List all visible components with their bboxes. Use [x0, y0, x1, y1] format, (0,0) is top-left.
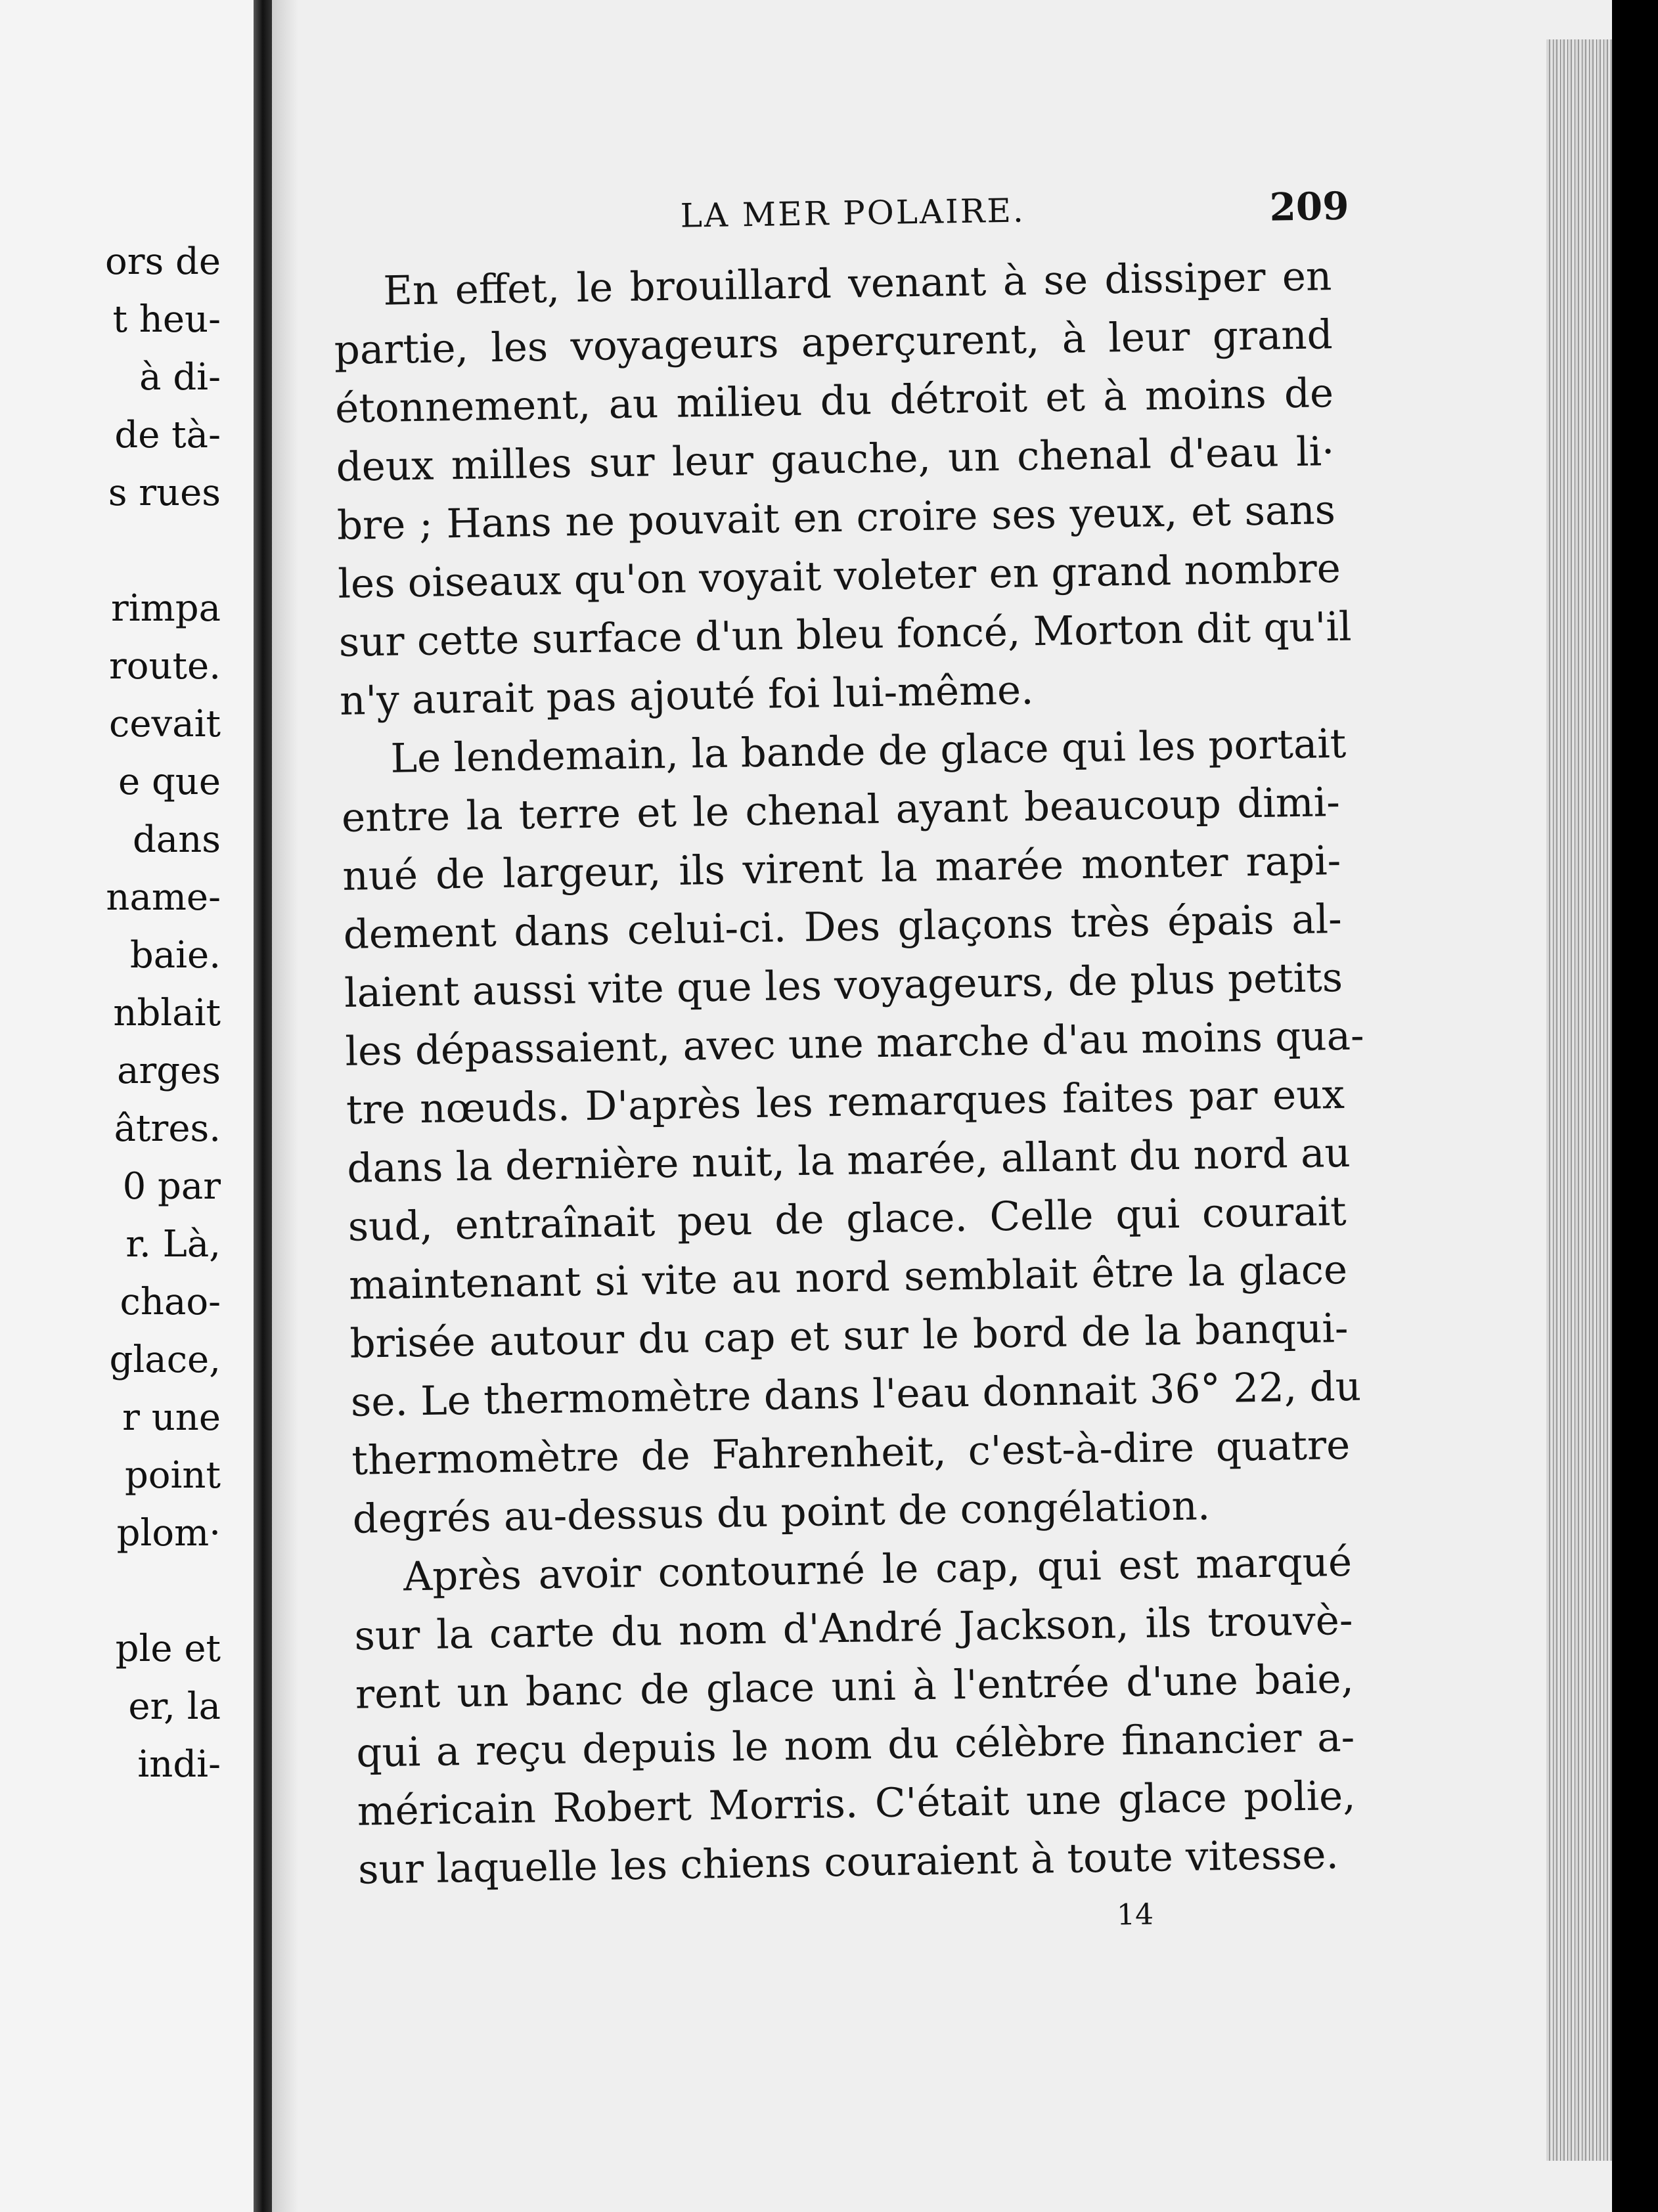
left-page-line: er, la — [128, 1685, 221, 1728]
text-line: n'y aurait pas ajouté foi lui-même. — [339, 667, 1034, 724]
left-page-line: arges — [117, 1050, 221, 1092]
left-page-line: rimpa — [110, 587, 221, 630]
text-line: Le lendemain, la bande de glace qui les portait — [390, 720, 1347, 782]
book-gutter — [254, 0, 272, 2212]
text-line: les dépassaient, avec une marche d'au moins qua- — [345, 1012, 1365, 1075]
left-page-line: route. — [109, 645, 221, 688]
text-line: maintenant si vite au nord semblait être la glace — [348, 1246, 1348, 1309]
left-page-line: nblait — [113, 992, 221, 1034]
text-line: étonnement, au milieu du détroit et à moins de — [334, 370, 1334, 432]
body-text — [333, 247, 1365, 1899]
text-line: partie, les voyageurs aperçurent, à leur grand — [334, 311, 1333, 374]
left-page-text — [105, 233, 221, 1794]
page-number: 209 — [1268, 183, 1350, 230]
left-page-line: baie. — [129, 934, 221, 977]
text-line: brisée autour du cap et sur le bord de la banqui- — [349, 1304, 1349, 1367]
text-line: rent un banc de glace uni à l'entrée d'une baie, — [355, 1655, 1355, 1718]
text-line: nué de largeur, ils virent la marée monter rapi- — [342, 837, 1341, 900]
left-page-line: indi- — [137, 1743, 221, 1786]
text-line: dement dans celui-ci. Des glaçons très épais al- — [343, 895, 1343, 958]
left-page-line — [105, 522, 221, 580]
page-edges — [1546, 39, 1612, 2161]
text-line: qui a reçu depuis le nom du célèbre financier a- — [355, 1714, 1355, 1777]
left-page-line: cevait — [109, 703, 221, 745]
signature-mark: 14 — [1116, 1897, 1154, 1932]
text-line: les oiseaux qu'on voyait voleter en grand nombre — [337, 544, 1341, 608]
right-page-text-block — [332, 175, 1365, 1899]
left-page-line: r une — [122, 1396, 221, 1439]
left-page-line: ple et — [115, 1627, 221, 1670]
running-title: LA MER POLAIRE. — [680, 191, 1026, 235]
left-page-line: glace, — [109, 1338, 221, 1381]
left-page-line: e que — [118, 761, 221, 803]
text-line: tre nœuds. D'après les remarques faites par eux — [346, 1071, 1345, 1134]
text-line: bre ; Hans ne pouvait en croire ses yeux, et sans — [336, 487, 1336, 549]
left-page-line: chao- — [120, 1281, 221, 1323]
text-line: sur laquelle les chiens couraient à toute vitesse. — [357, 1831, 1339, 1893]
left-page-line: point — [124, 1454, 221, 1497]
left-page — [0, 0, 258, 2212]
left-page-line: dans — [132, 818, 221, 861]
text-line: sur la carte du nom d'André Jackson, ils trouvè- — [354, 1597, 1353, 1660]
left-page-line: plom· — [116, 1512, 221, 1555]
left-page-line: ors de — [104, 240, 221, 283]
left-page-line: t heu- — [112, 298, 221, 341]
left-page-line: à di- — [139, 356, 221, 399]
text-line: deux milles sur leur gauche, un chenal d'eau li· — [336, 428, 1335, 491]
text-line: méricain Robert Morris. C'était une glace polie, — [357, 1772, 1356, 1835]
paragraph — [333, 247, 1353, 730]
left-page-line: r. Là, — [125, 1223, 221, 1266]
left-page-line: name- — [106, 876, 221, 919]
text-line: dans la dernière nuit, la marée, allant du nord au — [346, 1129, 1351, 1192]
text-line: Après avoir contourné le cap, qui est marqué — [403, 1538, 1353, 1601]
text-line: entre la terre et le chenal ayant beaucoup dimi- — [341, 779, 1341, 841]
text-line: thermomètre de Fahrenheit, c'est-à-dire quatre — [351, 1421, 1351, 1484]
left-page-line: 0 par — [122, 1165, 221, 1208]
paragraph — [340, 715, 1365, 1549]
text-line: sud, entraînait peu de glace. Celle qui courait — [347, 1187, 1347, 1250]
text-line: En effet, le brouillard venant à se dissiper en — [382, 253, 1332, 315]
text-line: sur cette surface d'un bleu foncé, Morton dit qu'il — [338, 603, 1353, 666]
left-page-line: âtres. — [114, 1107, 221, 1150]
text-line: laient aussi vite que les voyageurs, de plus petits — [344, 954, 1343, 1017]
left-page-line: de tà- — [114, 414, 221, 456]
text-line: degrés au-dessus du point de congélation. — [352, 1482, 1211, 1543]
left-page-line: s rues — [108, 472, 221, 514]
text-line: se. Le thermomètre dans l'eau donnait 36° 22, du — [350, 1363, 1362, 1426]
paragraph — [353, 1533, 1356, 1899]
left-page-line — [105, 1562, 221, 1620]
